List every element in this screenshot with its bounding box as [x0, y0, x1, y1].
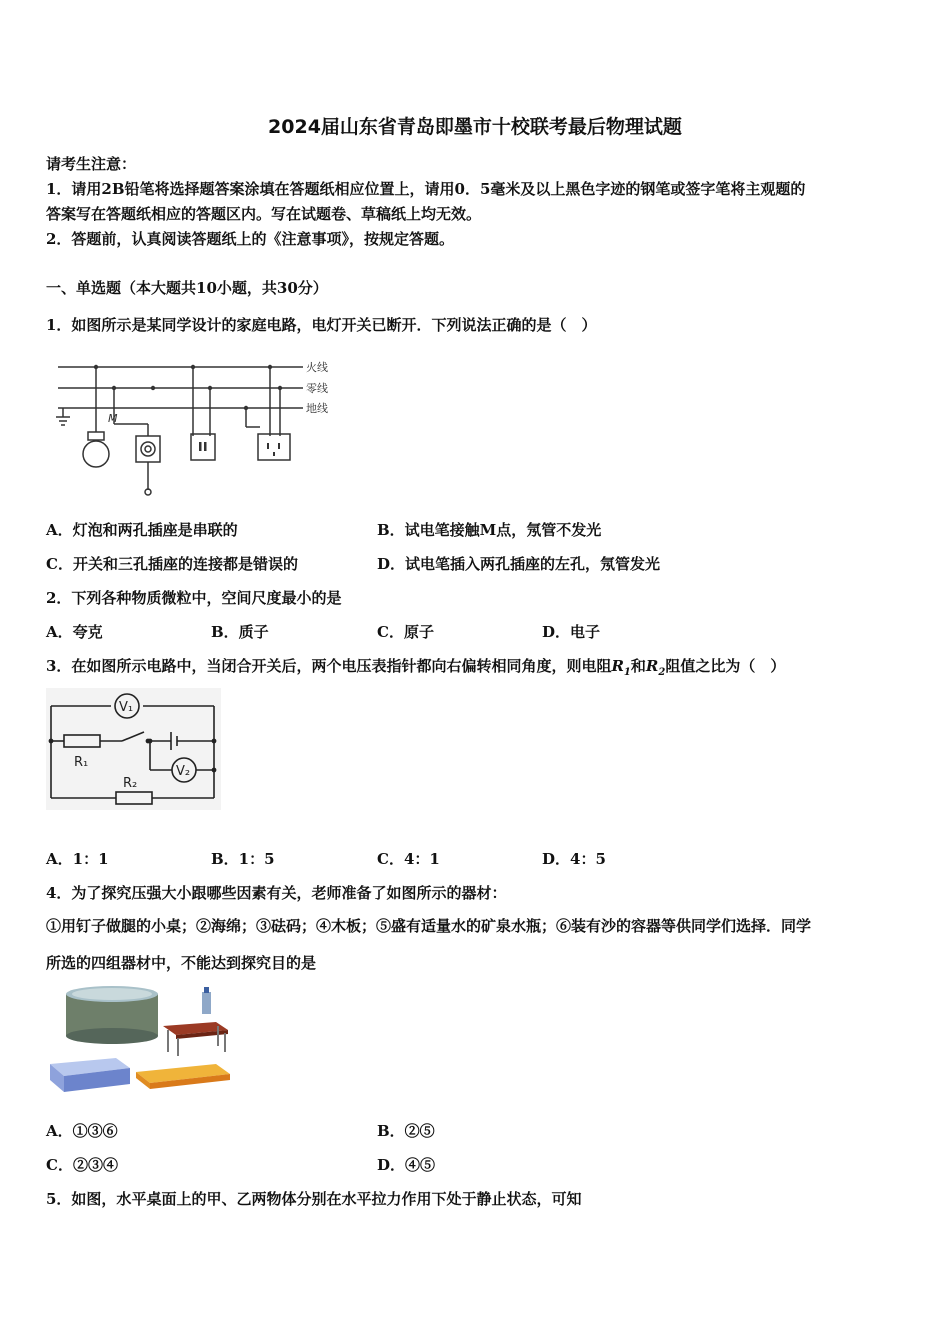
water-bottle-image: [202, 987, 211, 1014]
q2-option-c: C．原子: [377, 623, 434, 641]
notice-line2: 2．答题前，认真阅读答题纸上的《注意事项》，按规定答题。: [46, 230, 454, 248]
q2-stem: 2．下列各种物质微粒中，空间尺度最小的是: [46, 589, 342, 607]
q1-option-d: D．试电笔插入两孔插座的左孔，氖管发光: [377, 555, 661, 573]
page-title: 2024届山东省青岛即墨市十校联考最后物理试题: [268, 116, 682, 138]
q3-stem-part-b: 和: [630, 657, 646, 675]
q2-option-b: B．质子: [211, 623, 269, 641]
notice-line1-cont: 答案写在答题纸相应的答题区内。写在试题卷、草稿纸上均无效。: [46, 205, 482, 223]
q1-label-neutral: 零线: [306, 382, 328, 395]
q3-stem: [46, 655, 785, 678]
q3-stem-r2-sub: 2: [658, 667, 666, 678]
q3-stem-r1-sub: 1: [623, 667, 631, 678]
nail-table-image: [163, 1022, 228, 1056]
q4-option-a: A．①③⑥: [46, 1122, 118, 1140]
q4-option-d: D．④⑤: [377, 1156, 436, 1174]
q3-label-r1: R₁: [74, 755, 89, 770]
q4-stem: 4．为了探究压强大小跟哪些因素有关，老师准备了如图所示的器材：: [46, 884, 507, 902]
q3-circuit-figure: [46, 688, 221, 810]
sponge-image: [50, 1058, 130, 1092]
section-heading: 一、单选题（本大题共10小题，共30分）: [46, 279, 328, 297]
q3-option-b: B．1：5: [211, 850, 275, 868]
q3-label-v1: V₁: [119, 700, 134, 715]
q3-option-c: C．4：1: [377, 850, 440, 868]
q1-option-b: B．试电笔接触M点，氖管不发光: [377, 521, 602, 539]
q1-circuit-figure: [48, 352, 348, 497]
q2-option-a: A．夸克: [46, 623, 103, 641]
q3-stem-r1: [611, 657, 631, 678]
q3-stem-part-c: 阻值之比为（ ）: [665, 657, 786, 675]
q4-option-c: C．②③④: [46, 1156, 118, 1174]
q3-label-v2: V₂: [176, 764, 191, 779]
notice-heading: 请考生注意：: [46, 155, 137, 173]
q2-option-d: D．电子: [542, 623, 601, 641]
q1-stem: 1．如图所示是某同学设计的家庭电路，电灯开关已断开．下列说法正确的是（ ）: [46, 316, 597, 334]
q3-option-a: A．1：1: [46, 850, 109, 868]
q3-stem-part-a: 3．在如图所示电路中，当闭合开关后，两个电压表指针都向右偏转相同角度，则电阻: [46, 657, 612, 675]
q1-option-a: A．灯泡和两孔插座是串联的: [46, 521, 238, 539]
q1-option-c: C．开关和三孔插座的连接都是错误的: [46, 555, 298, 573]
q1-label-m: M: [108, 412, 118, 425]
q3-label-r2: R₂: [123, 776, 138, 791]
q4-option-b: B．②⑤: [377, 1122, 435, 1140]
wood-board-image: [136, 1064, 230, 1089]
q3-option-d: D．4：5: [542, 850, 606, 868]
q4-line3: 所选的四组器材中，不能达到探究目的是: [46, 954, 317, 972]
q3-stem-r1-letter: R: [611, 657, 624, 675]
notice-line1: 1．请用2B铅笔将选择题答案涂填在答题纸相应位置上，请用0．5毫米及以上黑色字迹的钢笔或签字笔将主观题的: [46, 180, 806, 198]
q1-label-live: 火线: [306, 361, 328, 374]
q4-equipment-figure: [48, 984, 233, 1096]
q5-stem: 5．如图，水平桌面上的甲、乙两物体分别在水平拉力作用下处于静止状态，可知: [46, 1190, 582, 1208]
sand-container-image: [66, 986, 158, 1044]
q3-stem-r2: [645, 657, 666, 678]
q1-label-ground: 地线: [306, 402, 328, 415]
q4-line2: ①用钉子做腿的小桌；②海绵；③砝码；④木板；⑤盛有适量水的矿泉水瓶；⑥装有沙的容器等供同学们选择．同学: [46, 917, 812, 935]
q3-stem-r2-letter: R: [645, 657, 659, 675]
